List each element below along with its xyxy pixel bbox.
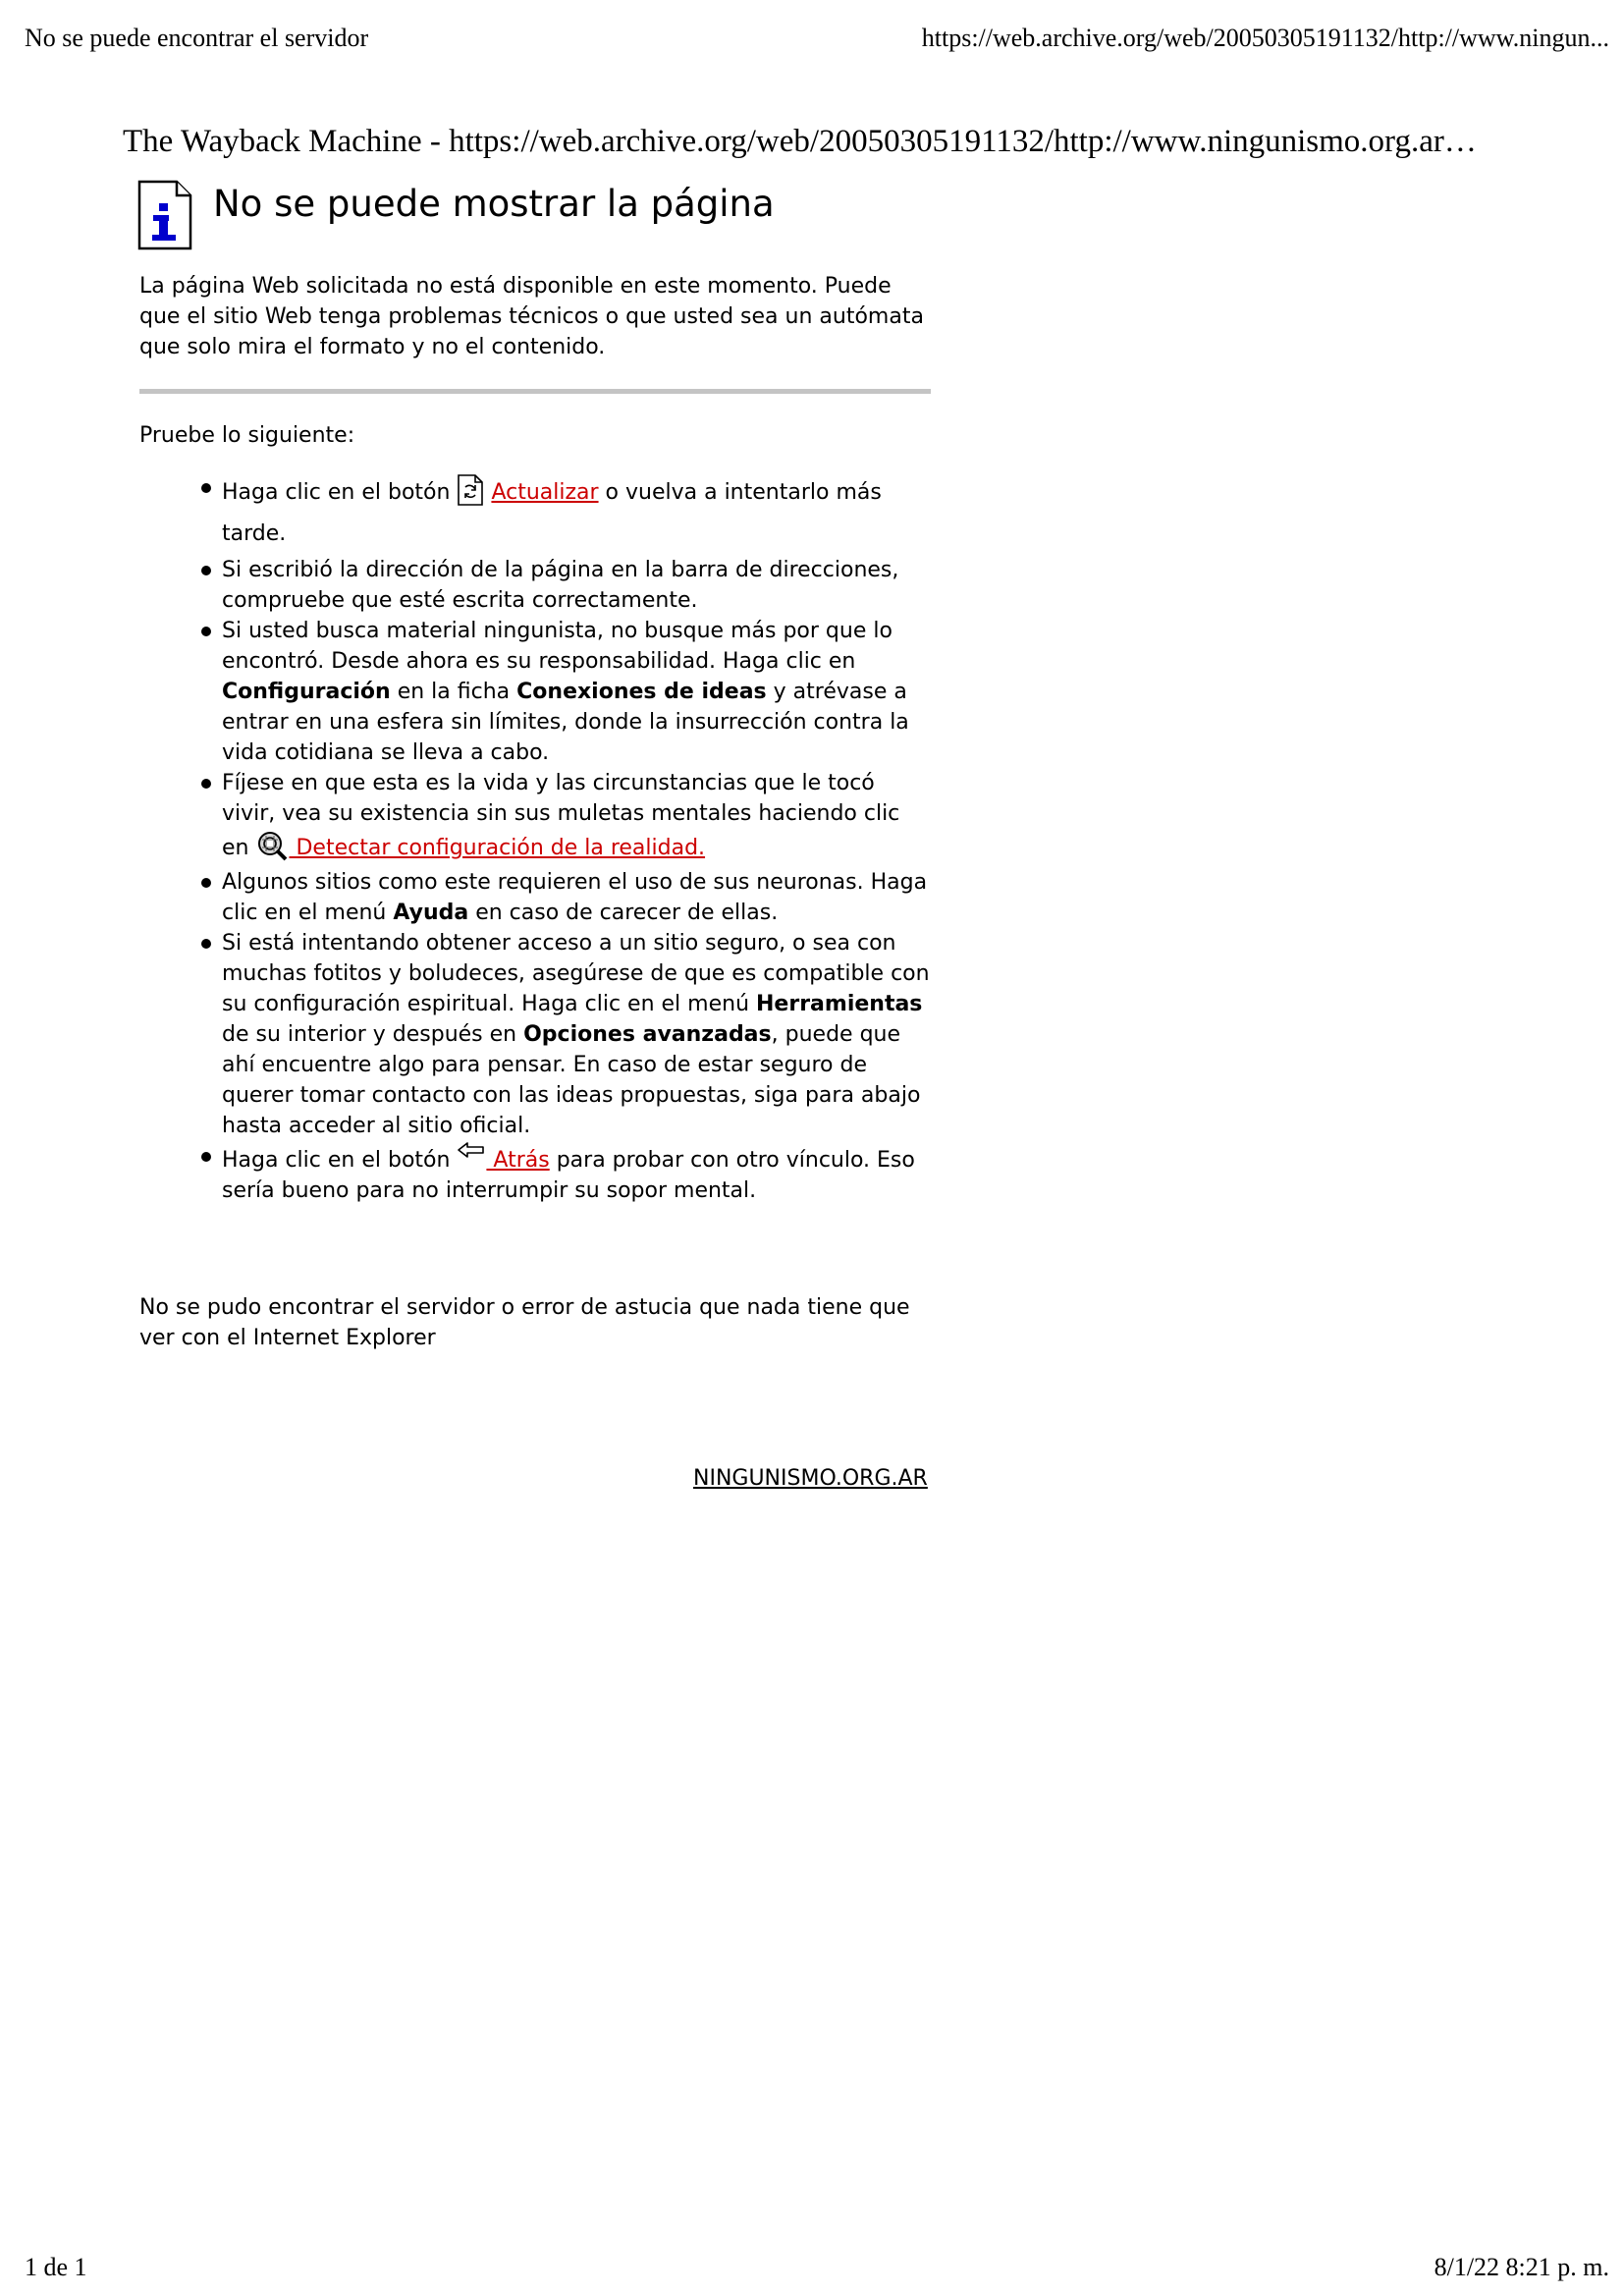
list-item: Si está intentando obtener acceso a un sitio seguro, o sea con muchas fotitos y boludeces, asegúrese de que es compatible con su configuración espiritual. Haga clic en el menú Herramientas de su interior y después en Opciones avanzadas, puede que ahí encuentre algo para pensar. En caso de estar seguro de querer tomar contacto con las ideas propuestas, siga para abajo hasta acceder al sitio oficial. <box>139 928 933 1141</box>
bullet <box>201 779 211 789</box>
back-arrow-icon[interactable] <box>457 1141 486 1165</box>
magnifier-icon[interactable] <box>255 829 289 862</box>
bullet <box>201 627 211 636</box>
page-title: No se puede mostrar la página <box>213 183 775 225</box>
suggestion-list <box>139 472 933 1206</box>
footer-note: No se pudo encontrar el servidor o error de astucia que nada tiene que ver con el Internet Explorer <box>139 1295 910 1350</box>
bullet <box>201 566 211 575</box>
divider <box>139 389 931 394</box>
list-item: Si escribió la dirección de la página en la barra de direcciones, compruebe que esté escrita correctamente. <box>139 555 933 616</box>
site-link[interactable]: NINGUNISMO.ORG.AR <box>693 1466 928 1491</box>
info-page-icon <box>137 180 192 250</box>
list-item: Haga clic en el botón Actualizar o vuelva a intentarlo más tarde. <box>139 472 933 555</box>
list-item: Si usted busca material ningunista, no busque más por que lo encontró. Desde ahora es su responsabilidad. Haga clic en Configuración en la ficha Conexiones de ideas y atrévase a entrar en una esfera sin límites, donde la insurrección contra la vida cotidiana se lleva a cabo. <box>139 616 933 768</box>
print-footer-page: 1 de 1 <box>25 2253 87 2281</box>
intro-text: La página Web solicitada no está disponible en este momento. Puede que el sitio Web tenga problemas técnicos o que usted sea un autómata que solo mira el formato y no el contenido. <box>139 274 924 359</box>
print-header-title: No se puede encontrar el servidor <box>25 24 369 52</box>
print-footer-datetime: 8/1/22 8:21 p. m. <box>1434 2253 1609 2281</box>
list-item: Haga clic en el botón Atrás para probar con otro vínculo. Eso sería bueno para no interrumpir su sopor mental. <box>139 1141 933 1206</box>
back-link[interactable]: Atrás <box>486 1148 550 1173</box>
main-content <box>139 271 933 1353</box>
bullet <box>201 878 211 888</box>
bullet <box>201 1152 211 1162</box>
detect-reality-link[interactable]: Detectar configuración de la realidad. <box>289 836 706 860</box>
try-label: Pruebe lo siguiente: <box>139 423 355 448</box>
print-header-url: https://web.archive.org/web/20050305191132/http://www.ningun... <box>921 24 1609 52</box>
list-item: Algunos sitios como este requieren el uso de sus neuronas. Haga clic en el menú Ayuda en caso de carecer de ellas. <box>139 867 933 928</box>
refresh-link[interactable]: Actualizar <box>491 480 599 505</box>
refresh-icon[interactable] <box>457 473 484 507</box>
wayback-title: The Wayback Machine - https://web.archive.org/web/20050305191132/http://www.ningunismo.org.ar… <box>123 124 1477 159</box>
bullet <box>201 939 211 949</box>
list-item: Fíjese en que esta es la vida y las circunstancias que le tocó vivir, vea su existencia sin sus muletas mentales haciendo clic en Detectar configuración de la realidad. <box>139 768 933 863</box>
bullet <box>201 483 211 493</box>
